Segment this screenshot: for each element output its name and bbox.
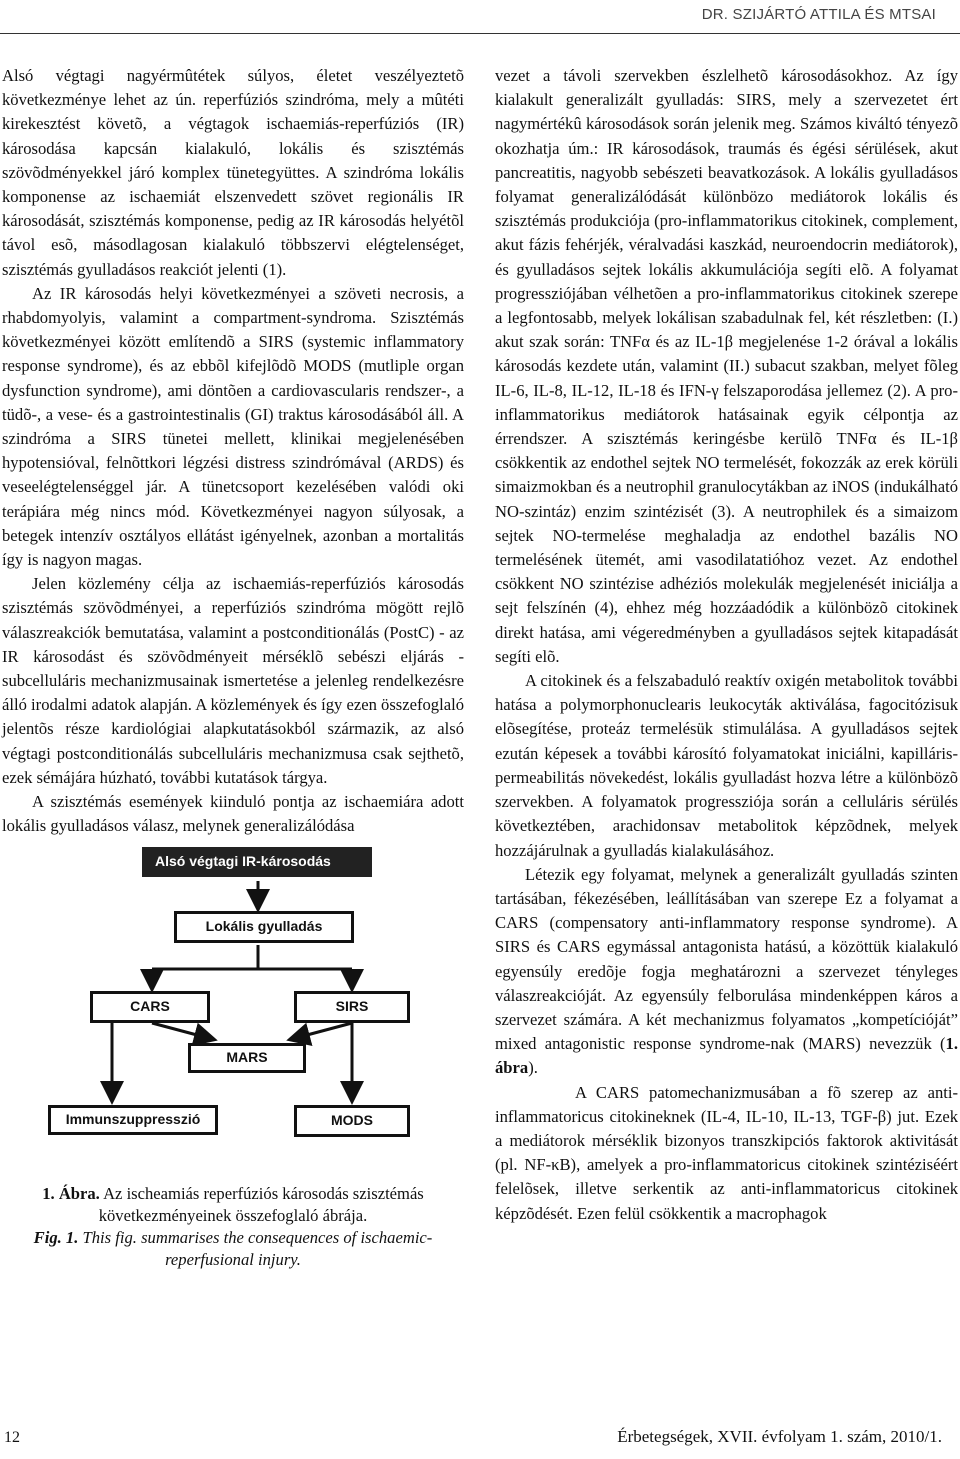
mods-box: MODS	[294, 1105, 410, 1137]
local-inflammation-box: Lokális gyulladás	[174, 911, 354, 943]
caption-label: 1. Ábra.	[42, 1183, 100, 1203]
cars-box: CARS	[90, 991, 210, 1023]
right-column	[495, 64, 958, 1226]
page-number: 12	[4, 1429, 20, 1446]
right-paragraph-2: A citokinek és a felszabaduló reaktív oxigén metabolitok további hatása a polymorphonuclearis leukocyták aktiválása, fagocitózisuk elõsegítése, proteáz termelésük stimulálása. A gyulladásos sejtek ezután képesek a további károsító folyamatokat iniciálni, kapilláris-permeabilitás növekedést, lokális gyulladást hozva létre a különbözõ szervekben. A folyamatok progressziója során a celluláris sérülés következtében, arachidonsav metabolitok képzõdnek, melyek hozzájárulnak a gyulladás kialakulásához.	[495, 671, 958, 860]
right-paragraph-1: vezet a távoli szervekben észlelhetõ károsodásokhoz. Az így kialakult generalizált gyulladás: SIRS, mely a szervezetet ért nagymértékû károsodások során jelenik meg. Számos kiváltó tényezõ okozhatja úm.: IR károsodások, traumás és égési sérülések, akut pancreatitis, nagyobb sebészeti beavatkozások. A lokális gyulladásos folyamat generalizálódását különbözo mediátorok lokális és szisztémás produkciója (pro-inflammatorikus citokinek, complement, akut fázis fehérjék, véralvadási kaszkád, neuroendocrin mediátorok), és gyulladásos sejtek lokális akkumulációja segíti elõ. A folyamat progressziójában vélhetõen a pro-inflammatorikus citokinek szerepe a legfontosabb, melyek lokálisan szabadulnak fel, két részletben: (I.) akut szak során: TNFα és az IL-1β megjelenése 1-2 órával a lokális károsodás kezdete után, valamint (II.) subacut szakban, melyet fõleg IL-6, IL-8, IL-12, IL-18 és IFN-γ felszaporodása jellemez (2). A pro-inflammatorikus mediátorok hatásainak egyik célpontja az érrendszer. A szisztémás keringésbe kerülõ TNFα és IL-1β csökkentik az endothel sejtek NO termelését, fokozzák az erek körüli simaizmokban és a neutrophil granulocytákban az iNOS (indukálható NO-szintáz) enzim szintézisét (3). A neutrophilek és a simaizom sejtek NO-termelése meghaladja az endothel bazális NO termelésének ütemét, ami vasodilatatióhoz vezet. Az endothel csökkent NO szintézise adhéziós molekulák megjelenését iniciálja a sejt felszínén (4), ehhez még hozzáadódik a különbözõ citokinek direkt hatása, ami végeredményben a gyulladásos sejtek kitapadását segíti elõ.	[495, 66, 958, 666]
right-paragraph-3	[495, 863, 958, 1081]
figure-1-diagram	[2, 847, 464, 1177]
caption-text-en: This fig. summarises the consequences of ischaemic-reperfusional injury.	[78, 1227, 433, 1269]
right-paragraph-4: A CARS patomechanizmusában a fõ szerep az anti-inflammatoricus citokineknek (IL-4, IL-10, IL-13, TGF-β) jut. Ezek a mediátorok mérséklik bizonyos transzkipciós faktorok aktivitását (pl. NF-κB), amelyek a pro-inflammatoricus citokinek szintéziséért felelõsek, illetve serkentik az anti-inflammatoricus citokinek képzõdését. Ezen felül csökkentik a macrophagok	[495, 1082, 958, 1223]
figure-reference: 1. ábra	[495, 1034, 958, 1078]
immunosuppression-box: Immunszuppresszió	[48, 1105, 218, 1135]
right-paragraph-3-text: Létezik egy folyamat, melynek a generalizált gyulladás szinten tartásában, fékezésében, leállításában van szerepe Ez a folyamat a CARS (compensatory anti-inflammatory response syndrome). A SIRS és CARS egymással antagonista hatású, a közöttük kialakuló egyensúly eredõje fogja meghatározni a szervezet tényleges válaszreakcióját. Az egyensúly felborulása mindenképpen káros a szervezet számára. A két mechanizmus folyamatos „kompetícióját” mixed antagonistic response syndrome-nak (MARS) nevezzük (	[495, 864, 958, 1054]
caption-label-en: Fig. 1.	[33, 1227, 79, 1247]
mars-box: MARS	[188, 1043, 306, 1073]
left-paragraph-4: A szisztémás események kiinduló pontja az ischaemiára adott lokális gyulladásos válasz, melynek generalizálódása	[2, 792, 464, 836]
left-paragraph-3: Jelen közlemény célja az ischaemiás-reperfúziós károsodás szisztémás szövõdményei, a reperfúziós szindróma mögött rejlõ válaszreakciók bemutatása, valamint a postconditionálás (PostC) - az IR károsodást és szövõdményeit mérséklõ sebészi eljárás - subcelluláris mechanizmusainak ismertetése a jelenleg rendelkezésre álló irodalmi adatok alapján. A közlemények és így ezen összefoglaló jelentõs része kardiológiai alapkutatásokból származik, az alsó végtagi postconditionálás subcelluláris mechanizmusa csak sejthetõ, ezek sémájára húzható, további kutatások tárgya.	[2, 574, 464, 787]
figure-caption	[2, 1183, 464, 1271]
caption-hu	[2, 1183, 464, 1227]
caption-en	[2, 1227, 464, 1271]
right-paragraph-3-end: ).	[528, 1058, 538, 1078]
caption-text-hu: Az ischeamiás reperfúziós károsodás szisztémás következményeinek összefoglaló ábrája.	[98, 1183, 424, 1225]
left-paragraph-2: Az IR károsodás helyi következményei a szöveti necrosis, a rhabdomyolyis, valamint a compartment-syndroma. Szisztémás következményei között említendõ a SIRS (systemic inflammatory response syndrome), és az ebbõl kifejlõdõ MODS (mutliple organ dysfunction syndrome), ami döntõen a cardiovascularis rendszer-, a tüdõ-, a vese- és a gastrointestinalis (GI) traktus károsodásából áll. A szindróma a SIRS tünetei mellett, klinikai megjelenésében hypotensióval, felnõttkori légzési distress szindrómával (ARDS) és veseelégtelenséggel jár. A tünetcsoport kezelésében valódi oki terápiára még nincs mód. Következményei nagyon súlyosak, a betegek intenzív osztályos ellátást igényelnek, azonban a mortalitás így is nagyon magas.	[2, 283, 464, 570]
ir-damage-box: Alsó végtagi IR-károsodás	[142, 847, 372, 877]
sirs-box: SIRS	[294, 991, 410, 1023]
running-head: DR. SZIJÁRTÓ ATTILA ÉS MTSAI	[701, 6, 936, 23]
left-paragraph-1: Alsó végtagi nagyérmûtétek súlyos, életet veszélyeztetõ következménye lehet az ún. reperfúziós szindróma, mely a mûtéti kirekesztést követõ, a végtagok ischaemiás-reperfúziós (IR) károsodása kapcsán kialakuló, lokális és szisztémás szövõdményekkel járó komplex tünetegyüttes. A szindróma lokális komponense az ischaemiát elszenvedett szövet regionális IR károsodását, szisztémás komponense, pedig az IR károsodás helyétõl távol esõ, másodlagosan kialakuló többszervi elégtelenséget, szisztémás gyulladásos reakciót jelenti (1).	[2, 66, 464, 279]
left-column	[2, 64, 464, 1271]
header-rule	[0, 33, 960, 34]
journal-footer: Érbetegségek, XVII. évfolyam 1. szám, 2010/1.	[617, 1427, 942, 1446]
